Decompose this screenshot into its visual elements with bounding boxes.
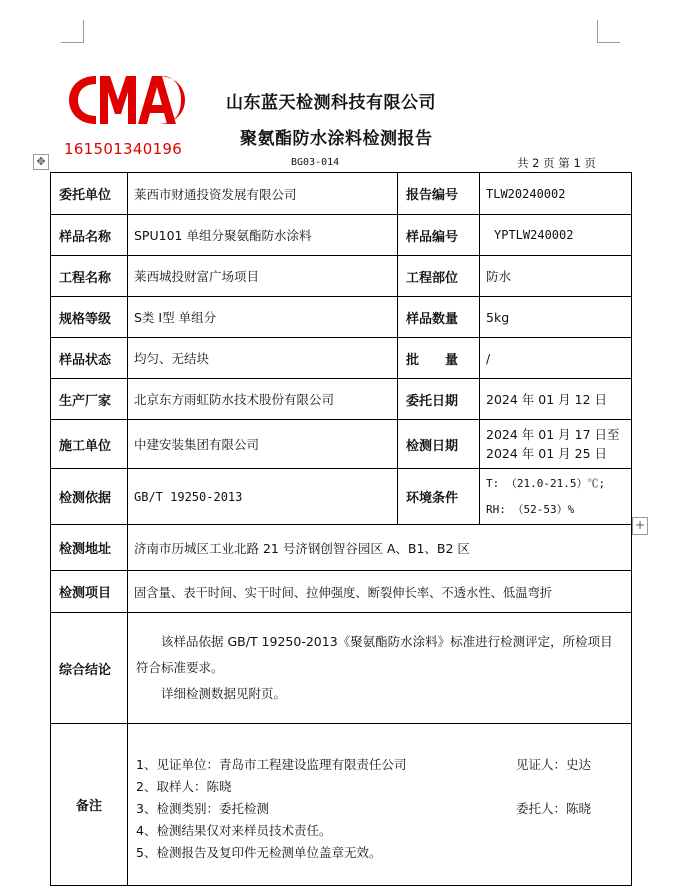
address-value: 济南市历城区工业北路 21 号济钢创智谷园区 A、B1、B2 区 xyxy=(128,525,632,571)
project-label: 工程名称 xyxy=(51,256,128,297)
cma-logo xyxy=(66,70,188,130)
test-date-value xyxy=(480,420,632,469)
report-no-label: 报告编号 xyxy=(398,173,480,215)
remarks-label: 备注 xyxy=(51,724,128,886)
sample-no-value: YPTLW240002 xyxy=(480,215,632,256)
env-temperature: T: （21.0-21.5）℃; xyxy=(486,476,606,490)
remarks-list xyxy=(136,754,625,864)
crop-mark-top-right xyxy=(597,20,620,43)
test-date-start: 2024 年 01 月 17 日至 xyxy=(486,427,620,442)
env-humidity: RH: （52-53）% xyxy=(486,502,575,516)
table-row xyxy=(51,379,632,420)
remark-item xyxy=(136,754,625,776)
report-table xyxy=(50,172,632,886)
spec-label: 规格等级 xyxy=(51,297,128,338)
report-title: 聚氨酯防水涂料检测报告 xyxy=(240,129,433,149)
remark-item xyxy=(136,820,625,842)
test-date-label: 检测日期 xyxy=(398,420,480,469)
table-row xyxy=(51,724,632,886)
qty-label: 样品数量 xyxy=(398,297,480,338)
remark-item xyxy=(136,842,625,864)
form-code: BG03-014 xyxy=(291,157,340,168)
company-name: 山东蓝天检测科技有限公司 xyxy=(226,93,436,113)
project-value: 莱西城投财富广场项目 xyxy=(128,256,398,297)
items-label: 检测项目 xyxy=(51,571,128,613)
table-row xyxy=(51,297,632,338)
qty-value: 5kg xyxy=(480,297,632,338)
batch-label: 批 量 xyxy=(398,338,480,379)
table-move-handle-icon[interactable]: ✥ xyxy=(33,154,49,170)
maker-value: 北京东方雨虹防水技术股份有限公司 xyxy=(128,379,398,420)
basis-value: GB/T 19250-2013 xyxy=(128,469,398,525)
test-date-end: 2024 年 01 月 25 日 xyxy=(486,446,607,461)
remark-sampler: 2、取样人：陈晓 xyxy=(136,778,232,794)
table-row xyxy=(51,525,632,571)
builder-value: 中建安装集团有限公司 xyxy=(128,420,398,469)
conclusion-label: 综合结论 xyxy=(51,613,128,724)
remark-test-category: 3、检测类别：委托检测 xyxy=(136,800,269,816)
report-no-value: TLW20240002 xyxy=(480,173,632,215)
items-value: 固含量、表干时间、实干时间、拉伸强度、断裂伸长率、不透水性、低温弯折 xyxy=(128,571,632,613)
sample-name-label: 样品名称 xyxy=(51,215,128,256)
conclusion-text: 该样品依据 GB/T 19250-2013《聚氨酯防水涂料》标准进行检测评定，所检项目符合标准要求。 xyxy=(136,634,613,675)
batch-value: / xyxy=(480,338,632,379)
table-row xyxy=(51,338,632,379)
table-row xyxy=(51,571,632,613)
table-row xyxy=(51,215,632,256)
remark-item xyxy=(136,798,625,820)
address-label: 检测地址 xyxy=(51,525,128,571)
table-row xyxy=(51,173,632,215)
add-row-plus-icon[interactable]: + xyxy=(632,517,648,535)
table-row xyxy=(51,256,632,297)
env-value xyxy=(480,469,632,525)
maker-label: 生产厂家 xyxy=(51,379,128,420)
remarks-value xyxy=(128,724,632,886)
remark-witness-person: 见证人：史达 xyxy=(516,756,592,772)
part-label: 工程部位 xyxy=(398,256,480,297)
remark-validity: 5、检测报告及复印件无检测单位盖章无效。 xyxy=(136,844,382,860)
sample-name-value: SPU101 单组分聚氨酯防水涂料 xyxy=(128,215,398,256)
remark-liability: 4、检测结果仅对来样员技术责任。 xyxy=(136,822,332,838)
state-label: 样品状态 xyxy=(51,338,128,379)
entrust-date-value: 2024 年 01 月 12 日 xyxy=(480,379,632,420)
client-label: 委托单位 xyxy=(51,173,128,215)
crop-mark-top-left xyxy=(61,20,84,43)
spec-value: S类 I型 单组分 xyxy=(128,297,398,338)
page-info: 共 2 页 第 1 页 xyxy=(517,156,596,170)
client-value: 莱西市财通投资发展有限公司 xyxy=(128,173,398,215)
env-label: 环境条件 xyxy=(398,469,480,525)
state-value: 均匀、无结块 xyxy=(128,338,398,379)
conclusion-value xyxy=(128,613,632,724)
table-row xyxy=(51,613,632,724)
table-row xyxy=(51,469,632,525)
remark-witness-unit: 1、见证单位：青岛市工程建设监理有限责任公司 xyxy=(136,756,407,772)
entrust-date-label: 委托日期 xyxy=(398,379,480,420)
table-row xyxy=(51,420,632,469)
remark-item xyxy=(136,776,625,798)
sample-no-label: 样品编号 xyxy=(398,215,480,256)
part-value: 防水 xyxy=(480,256,632,297)
basis-label: 检测依据 xyxy=(51,469,128,525)
builder-label: 施工单位 xyxy=(51,420,128,469)
conclusion-detail: 详细检测数据见附页。 xyxy=(161,686,287,701)
remark-client-person: 委托人：陈晓 xyxy=(516,800,592,816)
cma-certificate-number: 161501340196 xyxy=(64,140,183,158)
